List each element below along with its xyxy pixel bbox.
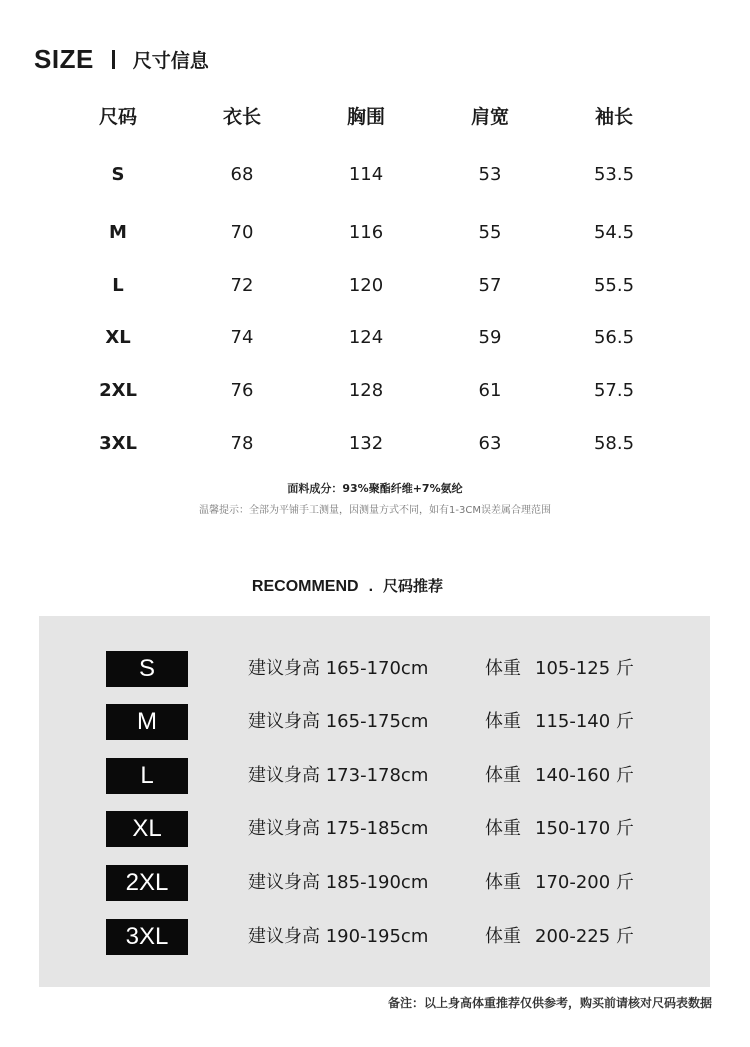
table-row <box>56 160 676 190</box>
recommend-title-dot: . <box>368 578 374 595</box>
weight-label: 体重 <box>485 765 521 786</box>
recommend-row <box>39 758 710 794</box>
weight-range <box>485 758 634 794</box>
table-cell: 54.5 <box>593 222 635 243</box>
table-cell: 128 <box>348 380 384 401</box>
weight-range <box>485 704 634 740</box>
size-badge: 2XL <box>106 865 188 901</box>
recommend-row <box>39 651 710 687</box>
table-cell: 78 <box>230 433 254 454</box>
table-cell: 58.5 <box>593 433 635 454</box>
weight-value: 150-170 斤 <box>535 818 634 839</box>
table-cell: 132 <box>348 433 384 454</box>
height-range: 建议身高 173-178cm <box>248 765 429 786</box>
table-cell: 124 <box>348 327 384 348</box>
table-cell: 68 <box>230 164 254 185</box>
table-cell: 114 <box>348 164 384 185</box>
height-range: 建议身高 185-190cm <box>248 872 429 893</box>
table-cell: L <box>112 275 124 296</box>
recommend-panel <box>39 616 710 987</box>
table-row <box>56 323 676 353</box>
weight-label: 体重 <box>485 658 521 679</box>
column-header: 胸围 <box>346 106 385 128</box>
size-badge: S <box>106 651 188 687</box>
section-title-en: SIZE <box>34 44 94 74</box>
recommend-title-en: RECOMMEND <box>251 578 359 595</box>
table-cell: 120 <box>348 275 384 296</box>
weight-range <box>485 919 634 955</box>
table-cell: 53.5 <box>593 164 635 185</box>
weight-range <box>485 811 634 847</box>
measurement-tip: 温馨提示：全部为平铺手工测量，因测量方式不同，如有1-3CM误差属合理范围 <box>199 505 551 516</box>
height-range: 建议身高 165-175cm <box>248 711 429 732</box>
weight-label: 体重 <box>485 926 521 947</box>
weight-value: 140-160 斤 <box>535 765 634 786</box>
column-header: 尺码 <box>98 106 137 128</box>
height-range: 建议身高 165-170cm <box>248 658 429 679</box>
column-header: 衣长 <box>222 106 261 128</box>
size-table-header <box>56 102 676 132</box>
recommend-title-cn: 尺码推荐 <box>383 577 444 595</box>
table-row <box>56 271 676 301</box>
size-badge: L <box>106 758 188 794</box>
weight-label: 体重 <box>485 818 521 839</box>
table-row <box>56 218 676 248</box>
recommend-row <box>39 865 710 901</box>
table-cell: 61 <box>478 380 502 401</box>
table-cell: 59 <box>478 327 502 348</box>
table-cell: 55.5 <box>593 275 635 296</box>
table-cell: 56.5 <box>593 327 635 348</box>
title-divider <box>112 50 115 69</box>
height-range: 建议身高 190-195cm <box>248 926 429 947</box>
table-cell: S <box>111 164 125 185</box>
table-row <box>56 376 676 406</box>
weight-label: 体重 <box>485 711 521 732</box>
recommend-title <box>0 575 695 596</box>
table-cell: 2XL <box>99 380 137 401</box>
weight-value: 105-125 斤 <box>535 658 634 679</box>
table-cell: 70 <box>230 222 254 243</box>
size-badge: XL <box>106 811 188 847</box>
column-header: 肩宽 <box>470 106 509 128</box>
table-cell: 76 <box>230 380 254 401</box>
table-cell: 3XL <box>99 433 137 454</box>
table-cell: 116 <box>348 222 384 243</box>
weight-value: 115-140 斤 <box>535 711 634 732</box>
weight-value: 170-200 斤 <box>535 872 634 893</box>
column-header: 袖长 <box>594 106 633 128</box>
height-range: 建议身高 175-185cm <box>248 818 429 839</box>
table-cell: 55 <box>478 222 502 243</box>
section-title-cn: 尺寸信息 <box>132 50 209 72</box>
table-cell: 74 <box>230 327 254 348</box>
section-title <box>34 44 209 75</box>
weight-range <box>485 865 634 901</box>
recommend-row <box>39 704 710 740</box>
material-composition: 面料成分：93%聚酯纤维+7%氨纶 <box>287 482 463 495</box>
table-cell: M <box>109 222 127 243</box>
recommend-row <box>39 919 710 955</box>
weight-range <box>485 651 634 687</box>
table-cell: 57 <box>478 275 502 296</box>
table-row <box>56 429 676 459</box>
table-cell: 53 <box>478 164 502 185</box>
weight-value: 200-225 斤 <box>535 926 634 947</box>
table-cell: 72 <box>230 275 254 296</box>
weight-label: 体重 <box>485 872 521 893</box>
table-cell: 63 <box>478 433 502 454</box>
recommend-row <box>39 811 710 847</box>
footnote: 备注：以上身高体重推荐仅供参考，购买前请核对尺码表数据 <box>387 996 712 1010</box>
table-cell: XL <box>105 327 131 348</box>
table-cell: 57.5 <box>593 380 635 401</box>
size-badge: M <box>106 704 188 740</box>
size-badge: 3XL <box>106 919 188 955</box>
